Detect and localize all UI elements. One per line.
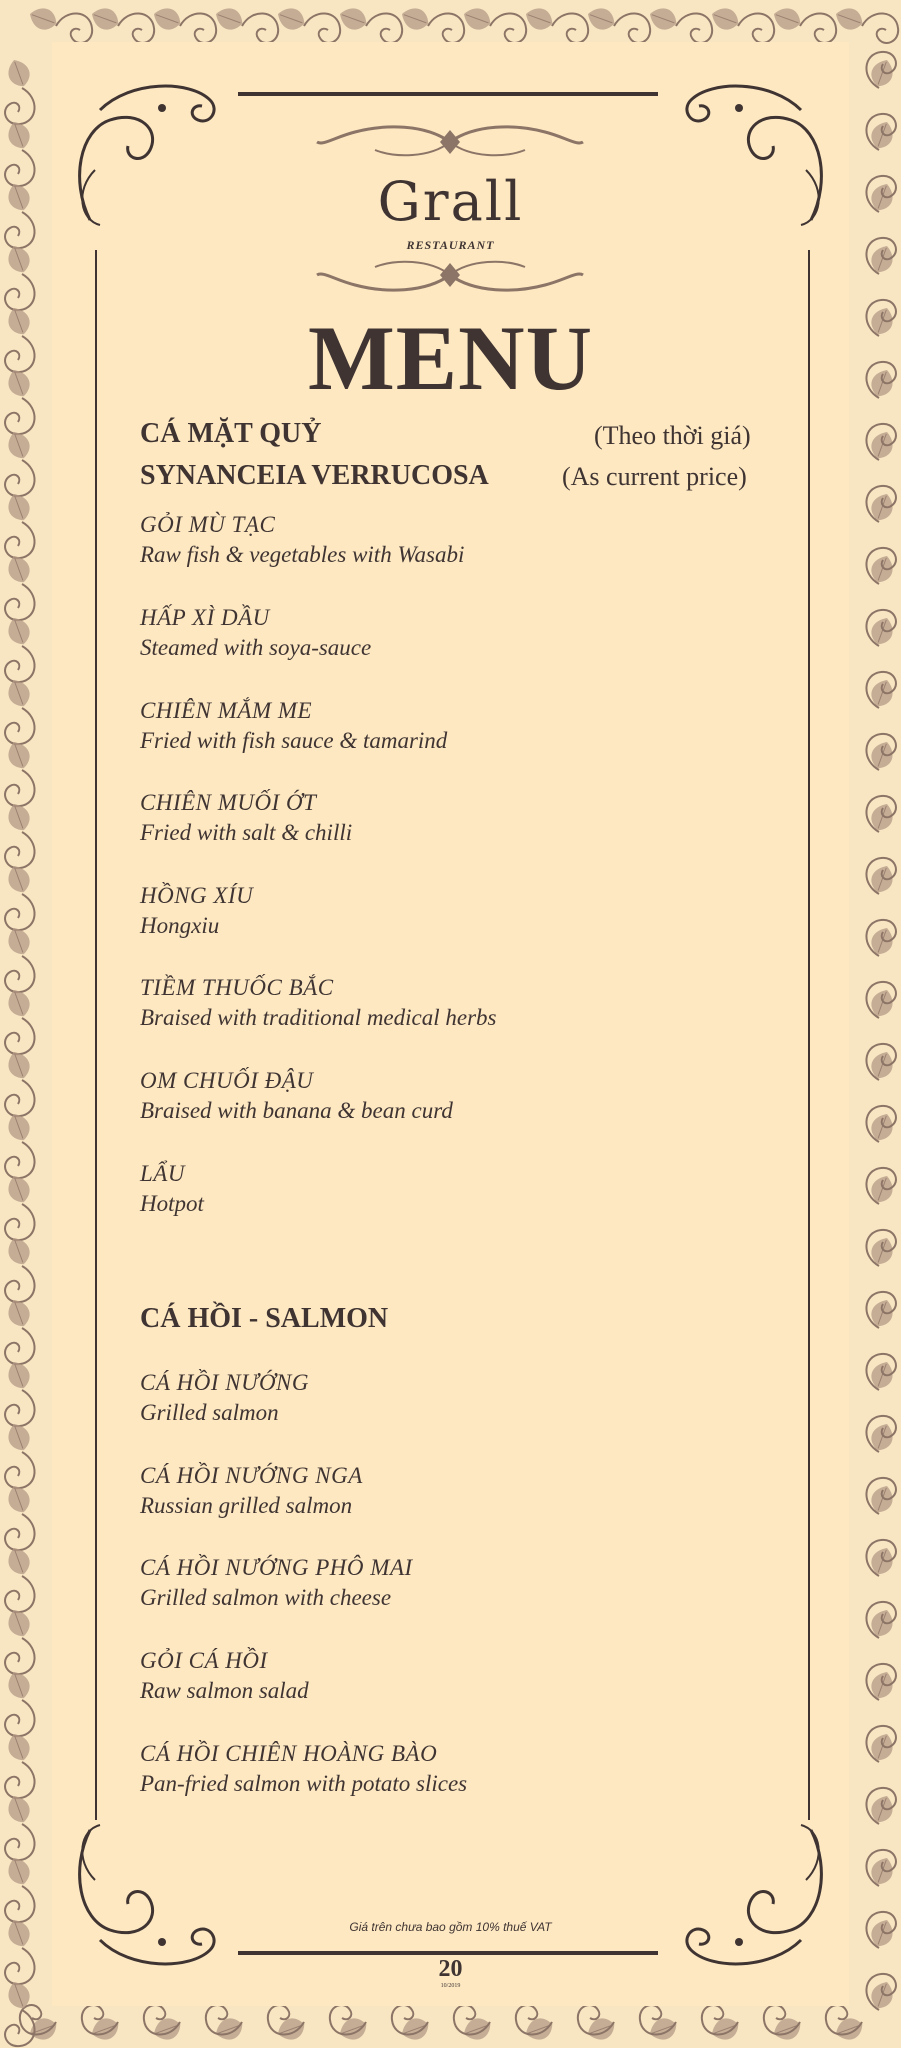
menu-item (140, 510, 464, 570)
border-leaf (868, 1606, 897, 1639)
item-name-en: Raw fish & vegetables with Wasabi (140, 542, 465, 567)
border-leaf (708, 2015, 741, 2044)
item-name-en: Russian grilled salmon (140, 1493, 353, 1518)
border-swirl (242, 13, 278, 43)
logo-flourish-top (315, 122, 585, 162)
border-swirl (614, 13, 650, 43)
border-leaf (868, 800, 897, 833)
border-leaf (4, 1420, 33, 1453)
vat-note: Giá trên chưa bao gồm 10% thuế VAT (349, 1920, 552, 1934)
border-swirl (5, 708, 35, 744)
item-name-en: Steamed with soya-sauce (140, 635, 372, 660)
border-swirl (676, 13, 712, 43)
border-swirl (5, 894, 35, 930)
menu-item (140, 1646, 309, 1706)
menu-item (140, 1159, 204, 1219)
menu-item (140, 603, 371, 663)
item-name-vn: CÁ HỒI NƯỚNG PHÔ MAI (140, 1555, 413, 1580)
border-leaf (274, 2015, 307, 2044)
border-leaf (336, 2015, 369, 2044)
border-swirl (5, 584, 35, 620)
item-name-vn: CHIÊN MẮM ME (140, 698, 313, 723)
border-leaf (212, 4, 245, 33)
border-swirl (552, 13, 588, 43)
border-leaf (398, 4, 431, 33)
border-swirl (5, 1266, 35, 1302)
item-name-vn: GỎI MÙ TẠC (140, 512, 276, 537)
page-subtext: 10/2019 (440, 1983, 461, 1989)
border-leaf (4, 986, 33, 1019)
border-leaf (212, 2015, 245, 2044)
border-leaf (336, 4, 369, 33)
border-leaf (708, 4, 741, 33)
border-leaf (150, 2015, 183, 2044)
menu-item (140, 788, 352, 848)
restaurant-subtitle: RESTAURANT (406, 238, 495, 252)
border-leaf (868, 676, 897, 709)
border-swirl (5, 1886, 35, 1922)
menu-item (140, 1066, 453, 1126)
border-leaf (832, 4, 865, 33)
border-leaf (460, 2015, 493, 2044)
border-leaf (868, 1234, 897, 1267)
section-heading: CÁ HỒI - SALMON (140, 1303, 389, 1334)
border-swirl (5, 646, 35, 682)
border-leaf (4, 676, 33, 709)
border-swirl (5, 1328, 35, 1364)
menu-item (140, 1368, 309, 1428)
item-name-en: Fried with fish sauce & tamarind (140, 728, 448, 753)
border-swirl (738, 13, 774, 43)
border-swirl (5, 1204, 35, 1240)
item-name-vn: HẤP XÌ DẦU (140, 605, 270, 630)
border-swirl (5, 1700, 35, 1736)
border-leaf (4, 56, 33, 89)
border-leaf (868, 1854, 897, 1887)
menu-item (140, 696, 447, 756)
border-leaf (868, 56, 897, 89)
menu-item (140, 1553, 413, 1613)
item-name-en: Grilled salmon with cheese (140, 1585, 392, 1610)
border-swirl (5, 1762, 35, 1798)
top-rule (238, 92, 658, 96)
border-leaf (460, 4, 493, 33)
border-swirl (490, 13, 526, 43)
border-leaf (868, 1420, 897, 1453)
section-price-vn: (Theo thời giá) (594, 421, 751, 450)
border-leaf (868, 1482, 897, 1515)
item-name-vn: CÁ HỒI NƯỚNG (140, 1370, 310, 1395)
border-leaf (4, 1544, 33, 1577)
border-leaf (868, 1172, 897, 1205)
border-leaf (868, 738, 897, 771)
border-leaf (868, 428, 897, 461)
border-leaf (868, 490, 897, 523)
logo-flourish-bottom (315, 255, 585, 295)
border-swirl (5, 1142, 35, 1178)
border-leaf (4, 800, 33, 833)
right-rule (808, 250, 810, 1820)
border-swirl (180, 13, 216, 43)
border-leaf (150, 4, 183, 33)
border-swirl (5, 522, 35, 558)
item-name-en: Braised with banana & bean curd (140, 1098, 453, 1123)
border-leaf (274, 4, 307, 33)
border-leaf (522, 2015, 555, 2044)
menu-title: MENU (307, 307, 594, 409)
border-swirl (428, 13, 464, 43)
border-leaf (4, 1358, 33, 1391)
item-name-en: Pan-fried salmon with potato slices (140, 1771, 468, 1796)
border-leaf (4, 1110, 33, 1143)
item-name-en: Raw salmon salad (140, 1678, 309, 1703)
border-leaf (4, 614, 33, 647)
border-swirl (800, 13, 836, 43)
border-leaf (4, 1172, 33, 1205)
border-leaf (26, 4, 59, 33)
border-swirl (5, 1452, 35, 1488)
item-name-vn: GỎI CÁ HỒI (140, 1648, 268, 1673)
border-leaf (88, 2015, 121, 2044)
border-leaf (4, 490, 33, 523)
border-leaf (4, 924, 33, 957)
border-leaf (868, 862, 897, 895)
border-leaf (4, 738, 33, 771)
border-leaf (4, 1234, 33, 1267)
border-leaf (868, 1792, 897, 1825)
border-leaf (646, 4, 679, 33)
border-leaf (4, 1606, 33, 1639)
border-swirl (5, 832, 35, 868)
border-leaf (4, 1854, 33, 1887)
border-leaf (4, 1482, 33, 1515)
border-swirl (366, 13, 402, 43)
border-swirl (5, 88, 35, 124)
border-swirl (5, 1390, 35, 1426)
border-swirl (5, 1080, 35, 1116)
item-name-vn: OM CHUỐI ĐẬU (140, 1068, 314, 1093)
border-leaf (868, 118, 897, 151)
border-leaf (88, 4, 121, 33)
border-leaf (770, 2015, 803, 2044)
bottom-rule (238, 1951, 658, 1955)
border-swirl (5, 956, 35, 992)
left-rule (95, 250, 97, 1820)
section-price-en: (As current price) (562, 462, 747, 491)
border-leaf (646, 2015, 679, 2044)
menu-item (140, 1739, 467, 1799)
border-leaf (770, 4, 803, 33)
menu-item (140, 881, 253, 941)
border-leaf (584, 4, 617, 33)
border-swirl (5, 770, 35, 806)
section-heading-en: SYNANCEIA VERRUCOSA (140, 460, 489, 491)
border-swirl (5, 1018, 35, 1054)
border-leaf (868, 552, 897, 585)
border-leaf (398, 2015, 431, 2044)
border-leaf (4, 428, 33, 461)
item-name-vn: HỒNG XÍU (140, 883, 254, 908)
item-name-en: Hongxiu (140, 913, 220, 938)
item-name-en: Grilled salmon (140, 1400, 279, 1425)
border-leaf (868, 614, 897, 647)
border-swirl (56, 13, 92, 43)
section-heading-vn: CÁ MẶT QUỶ (140, 418, 322, 449)
border-leaf (868, 1544, 897, 1577)
border-leaf (4, 1668, 33, 1701)
border-leaf (868, 1730, 897, 1763)
border-swirl (5, 460, 35, 496)
border-swirl (5, 1576, 35, 1612)
border-leaf (4, 1792, 33, 1825)
menu-item (140, 973, 497, 1033)
border-swirl (862, 13, 898, 43)
border-leaf (868, 1668, 897, 1701)
border-leaf (584, 2015, 617, 2044)
border-leaf (868, 1296, 897, 1329)
border-leaf (832, 2015, 865, 2044)
item-name-en: Fried with salt & chilli (140, 820, 353, 845)
border-swirl (5, 1824, 35, 1860)
border-swirl (304, 13, 340, 43)
border-leaf (4, 1730, 33, 1763)
border-leaf (4, 1296, 33, 1329)
border-leaf (522, 4, 555, 33)
item-name-en: Hotpot (140, 1191, 204, 1216)
item-name-vn: CÁ HỒI NƯỚNG NGA (140, 1463, 363, 1488)
border-leaf (4, 862, 33, 895)
border-leaf (868, 1048, 897, 1081)
restaurant-logo: Grall (377, 170, 524, 233)
border-leaf (868, 924, 897, 957)
menu-item (140, 1461, 363, 1521)
border-leaf (4, 1048, 33, 1081)
item-name-vn: LẨU (140, 1161, 185, 1186)
border-leaf (868, 1110, 897, 1143)
border-swirl (5, 1514, 35, 1550)
border-swirl (118, 13, 154, 43)
border-leaf (868, 1358, 897, 1391)
item-name-vn: TIỀM THUỐC BẮC (140, 975, 334, 1000)
border-leaf (4, 118, 33, 151)
item-name-vn: CÁ HỒI CHIÊN HOÀNG BÀO (140, 1741, 438, 1766)
border-leaf (4, 552, 33, 585)
item-name-en: Braised with traditional medical herbs (140, 1005, 497, 1030)
page-number: 20 (438, 1956, 463, 1982)
border-leaf (868, 986, 897, 1019)
border-swirl (5, 1638, 35, 1674)
item-name-vn: CHIÊN MUỐI ỚT (140, 790, 317, 815)
